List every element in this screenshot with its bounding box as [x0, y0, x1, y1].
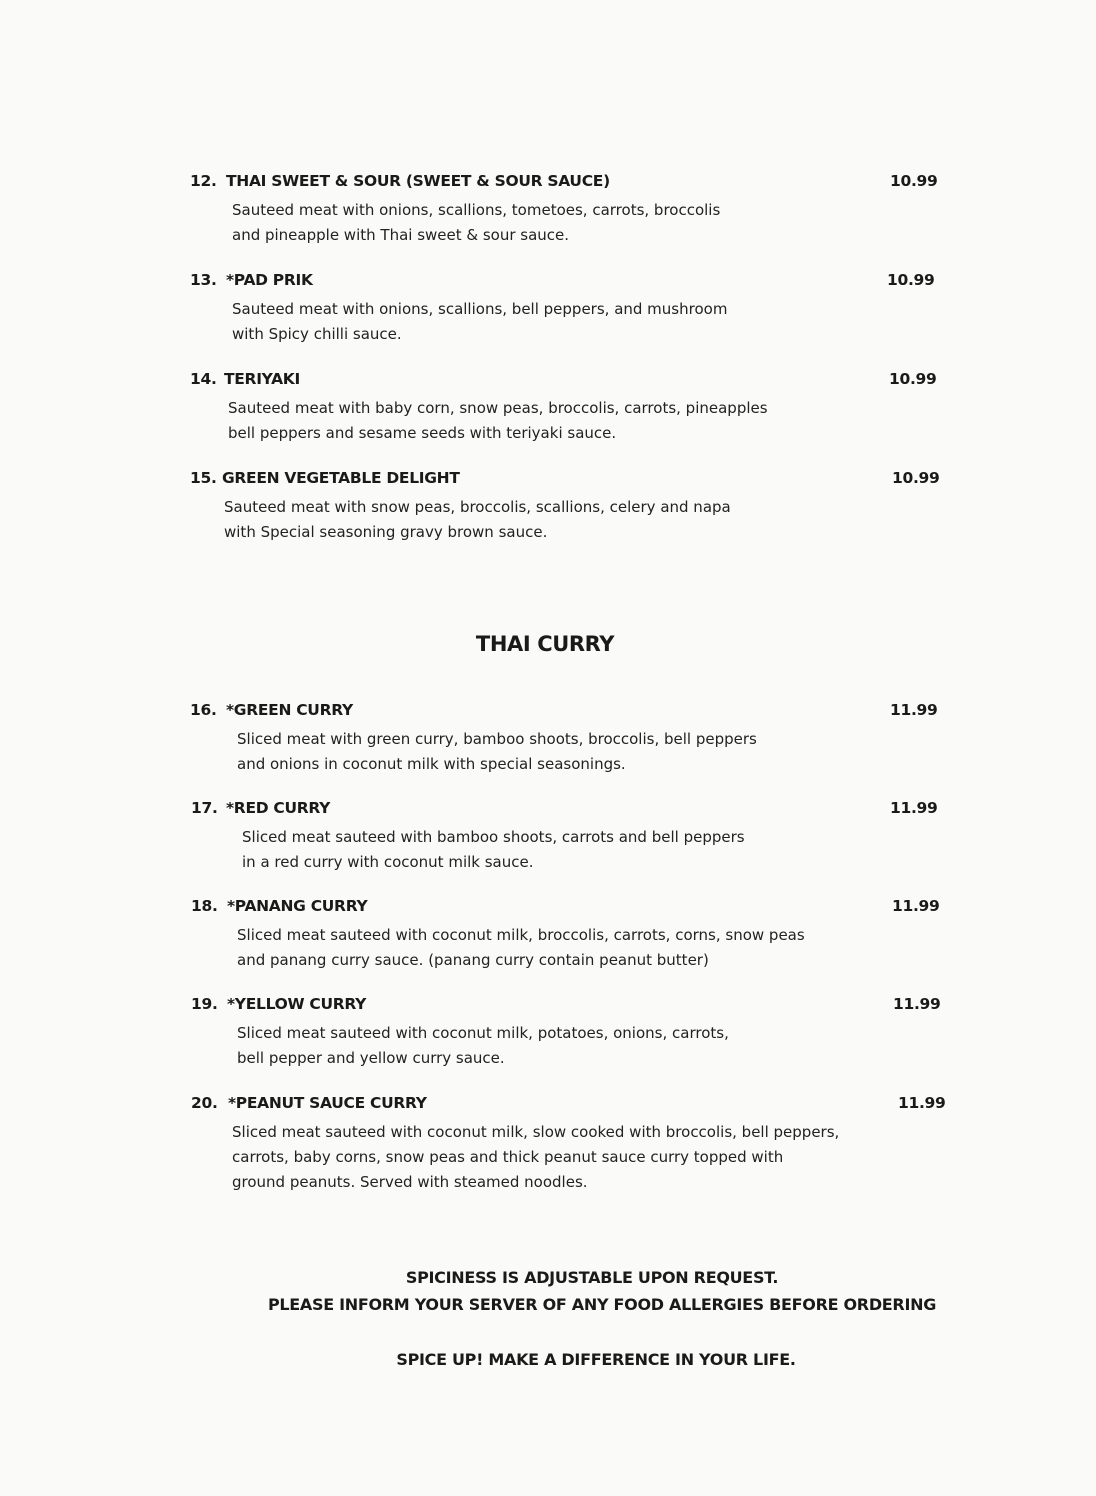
description-line: Sliced meat sauteed with bamboo shoots, carrots and bell peppers [242, 828, 745, 846]
slogan: SPICE UP! MAKE A DIFFERENCE IN YOUR LIFE. [396, 1350, 796, 1369]
item-description [232, 198, 992, 248]
menu-item-14 [190, 370, 950, 446]
description-line: Sliced meat with green curry, bamboo shoots, broccolis, bell peppers [237, 730, 757, 748]
description-line: ground peanuts. Served with steamed noodles. [232, 1173, 588, 1191]
description-line: Sliced meat sauteed with coconut milk, broccolis, carrots, corns, snow peas [237, 926, 805, 944]
item-price: 10.99 [887, 271, 935, 289]
item-number: 15. [190, 469, 217, 487]
item-name: TERIYAKI [224, 370, 300, 388]
item-name: *RED CURRY [226, 799, 331, 817]
item-description [237, 727, 997, 777]
item-price: 11.99 [890, 799, 938, 817]
item-number: 12. [190, 172, 217, 190]
menu-item-17 [190, 799, 950, 875]
description-line: and panang curry sauce. (panang curry contain peanut butter) [237, 951, 709, 969]
item-number: 19. [191, 995, 218, 1013]
item-description [242, 825, 1002, 875]
item-price: 11.99 [892, 897, 940, 915]
item-number: 18. [191, 897, 218, 915]
item-name: THAI SWEET & SOUR (SWEET & SOUR SAUCE) [226, 172, 610, 190]
description-line: with Special seasoning gravy brown sauce. [224, 523, 548, 541]
item-description [237, 1021, 997, 1071]
item-price: 10.99 [889, 370, 937, 388]
description-line: and onions in coconut milk with special seasonings. [237, 755, 626, 773]
menu-item-15 [190, 469, 950, 545]
item-number: 20. [191, 1094, 218, 1112]
item-price: 11.99 [890, 701, 938, 719]
description-line: bell pepper and yellow curry sauce. [237, 1049, 505, 1067]
item-description [232, 1120, 1002, 1195]
description-line: Sauteed meat with onions, scallions, tometoes, carrots, broccolis [232, 201, 721, 219]
description-line: with Spicy chilli sauce. [232, 325, 402, 343]
item-price: 10.99 [890, 172, 938, 190]
description-line: Sliced meat sauteed with coconut milk, slow cooked with broccolis, bell peppers, [232, 1123, 840, 1141]
item-description [228, 396, 988, 446]
description-line: bell peppers and sesame seeds with teriyaki sauce. [228, 424, 617, 442]
item-description [224, 495, 984, 545]
item-number: 13. [190, 271, 217, 289]
description-line: and pineapple with Thai sweet & sour sauce. [232, 226, 570, 244]
item-name: *PAD PRIK [226, 271, 313, 289]
item-description [232, 297, 992, 347]
menu-item-19 [190, 995, 950, 1071]
description-line: carrots, baby corns, snow peas and thick peanut sauce curry topped with [232, 1148, 784, 1166]
menu-item-16 [190, 701, 950, 777]
description-line: Sauteed meat with onions, scallions, bell peppers, and mushroom [232, 300, 728, 318]
item-description [237, 923, 997, 973]
item-number: 16. [190, 701, 217, 719]
spiciness-note: SPICINESS IS ADJUSTABLE UPON REQUEST. [405, 1268, 779, 1287]
item-name: *PANANG CURRY [227, 897, 368, 915]
menu-item-20 [190, 1094, 960, 1195]
item-name: *YELLOW CURRY [227, 995, 367, 1013]
description-line: Sliced meat sauteed with coconut milk, potatoes, onions, carrots, [237, 1024, 729, 1042]
item-name: GREEN VEGETABLE DELIGHT [222, 469, 460, 487]
section-title-thai-curry: THAI CURRY [475, 632, 615, 656]
item-name: *GREEN CURRY [226, 701, 353, 719]
menu-item-12 [190, 172, 950, 248]
description-line: Sauteed meat with snow peas, broccolis, scallions, celery and napa [224, 498, 731, 516]
item-number: 17. [191, 799, 218, 817]
item-name: *PEANUT SAUCE CURRY [228, 1094, 427, 1112]
item-price: 11.99 [898, 1094, 946, 1112]
item-price: 11.99 [893, 995, 941, 1013]
description-line: Sauteed meat with baby corn, snow peas, broccolis, carrots, pineapples [228, 399, 768, 417]
allergy-note: PLEASE INFORM YOUR SERVER OF ANY FOOD ALLERGIES BEFORE ORDERING [267, 1295, 937, 1314]
menu-item-18 [190, 897, 950, 973]
item-price: 10.99 [892, 469, 940, 487]
description-line: in a red curry with coconut milk sauce. [242, 853, 534, 871]
item-number: 14. [190, 370, 217, 388]
menu-item-13 [190, 271, 950, 347]
